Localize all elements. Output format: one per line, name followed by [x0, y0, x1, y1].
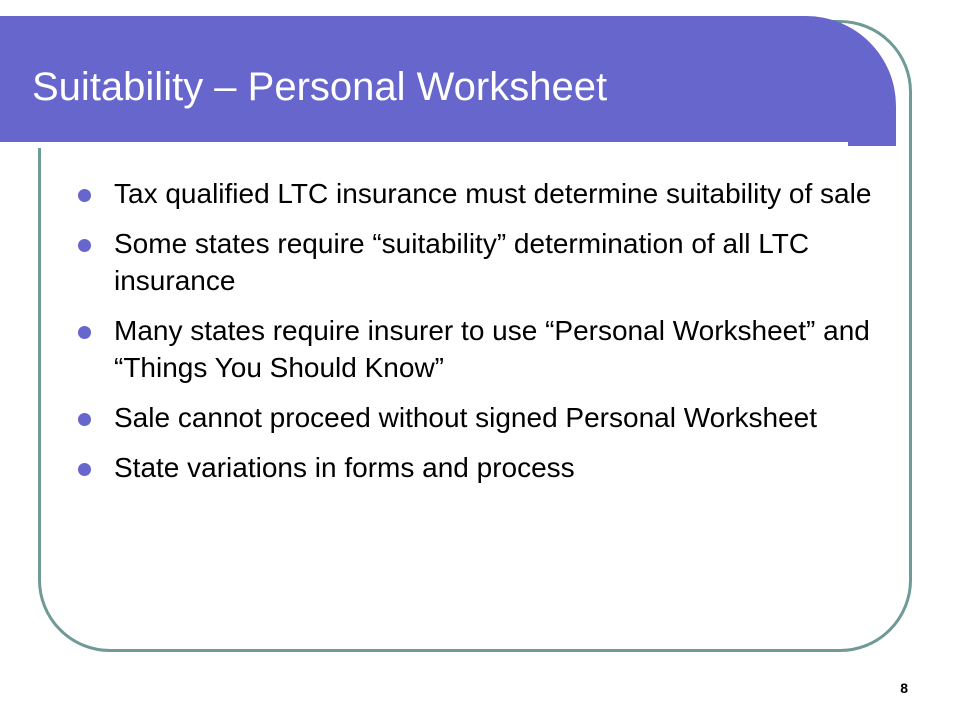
bullet-item: [78, 400, 878, 436]
bullet-text: Many states require insurer to use “Personal Worksheet” and “Things You Should Know”: [114, 315, 870, 383]
bullet-dot-icon: [78, 413, 91, 426]
bullet-text: Tax qualified LTC insurance must determine suitability of sale: [114, 178, 872, 209]
bullet-list: [78, 176, 878, 501]
page-number: 8: [900, 680, 908, 696]
bullet-text: Sale cannot proceed without signed Personal Worksheet: [114, 401, 818, 433]
title-underline: [0, 142, 848, 148]
page-title: Suitability – Personal Worksheet: [32, 65, 608, 109]
bullet-dot-icon: [78, 326, 91, 339]
bullet-item: [78, 450, 878, 486]
bullet-item: [78, 226, 878, 299]
bullet-dot-icon: [78, 463, 91, 476]
bullet-item: [78, 176, 878, 212]
bullet-dot-icon: [78, 239, 91, 252]
bullet-text: Some states require “suitability” determination of all LTC insurance: [114, 228, 810, 296]
title-bar: [0, 16, 896, 146]
bullet-item: [78, 313, 878, 386]
bullet-dot-icon: [78, 189, 91, 202]
bullet-text: State variations in forms and process: [114, 452, 575, 484]
